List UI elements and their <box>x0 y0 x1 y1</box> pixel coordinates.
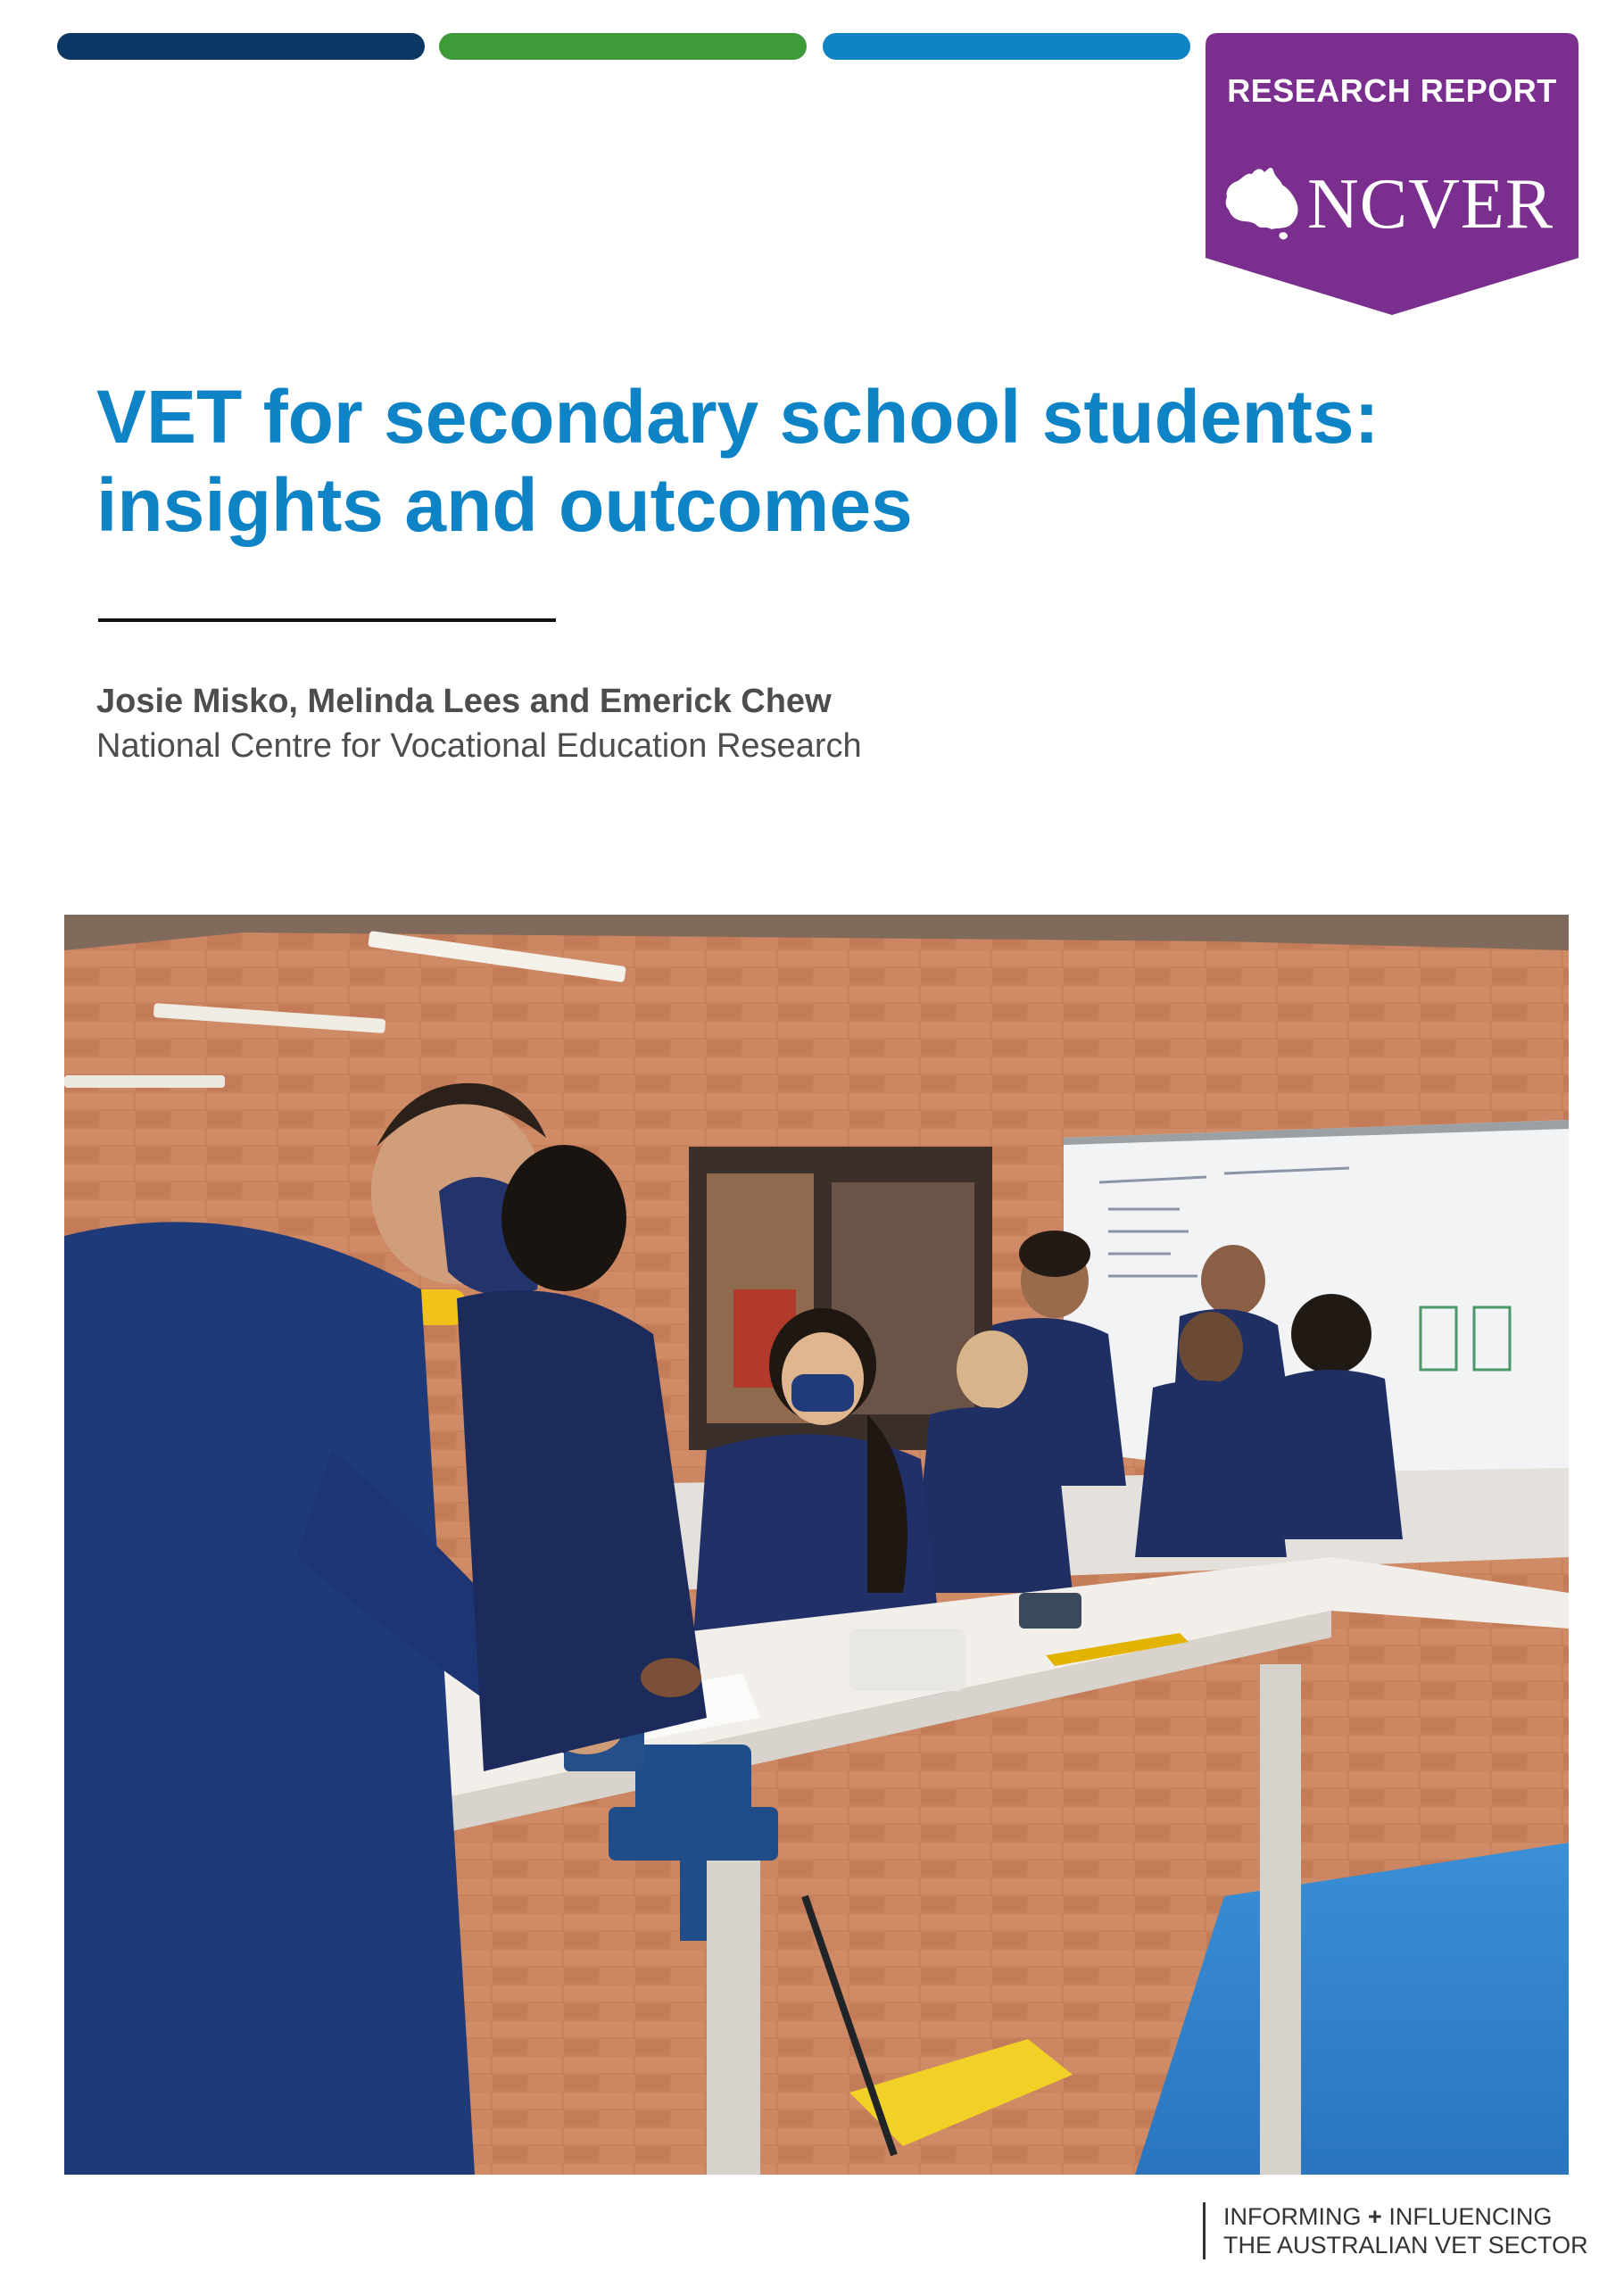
report-title-line-1: VET for secondary school students: <box>96 375 1380 459</box>
top-accent-bar-blue <box>823 33 1190 60</box>
tagline-line-2: THE AUSTRALIAN VET SECTOR <box>1223 2232 1588 2259</box>
author-affiliation: National Centre for Vocational Education Research <box>96 727 862 765</box>
cover-photo-workshop-students <box>64 915 1569 2175</box>
tagline-line-1 <box>1223 2202 1598 2231</box>
ncver-logo <box>1218 163 1575 244</box>
workshop-illustration <box>64 915 1569 2175</box>
tagline-plus-icon: + <box>1368 2203 1382 2230</box>
author-names: Josie Misko, Melinda Lees and Emerick Chew <box>96 683 832 720</box>
ncver-logo-text: NCVER <box>1307 165 1554 244</box>
research-report-badge <box>1206 33 1578 315</box>
badge-label: RESEARCH REPORT <box>1227 72 1557 109</box>
tagline-informing: INFORMING <box>1223 2203 1362 2230</box>
report-title-line-2: insights and outcomes <box>96 463 913 547</box>
title-divider <box>98 618 556 622</box>
australia-map-icon <box>1218 163 1304 244</box>
top-accent-bar-navy <box>57 33 425 60</box>
tagline-influencing: INFLUENCING <box>1388 2203 1553 2230</box>
top-accent-bar-green <box>439 33 807 60</box>
report-title <box>96 373 1488 550</box>
ncver-tagline <box>1203 2202 1598 2259</box>
